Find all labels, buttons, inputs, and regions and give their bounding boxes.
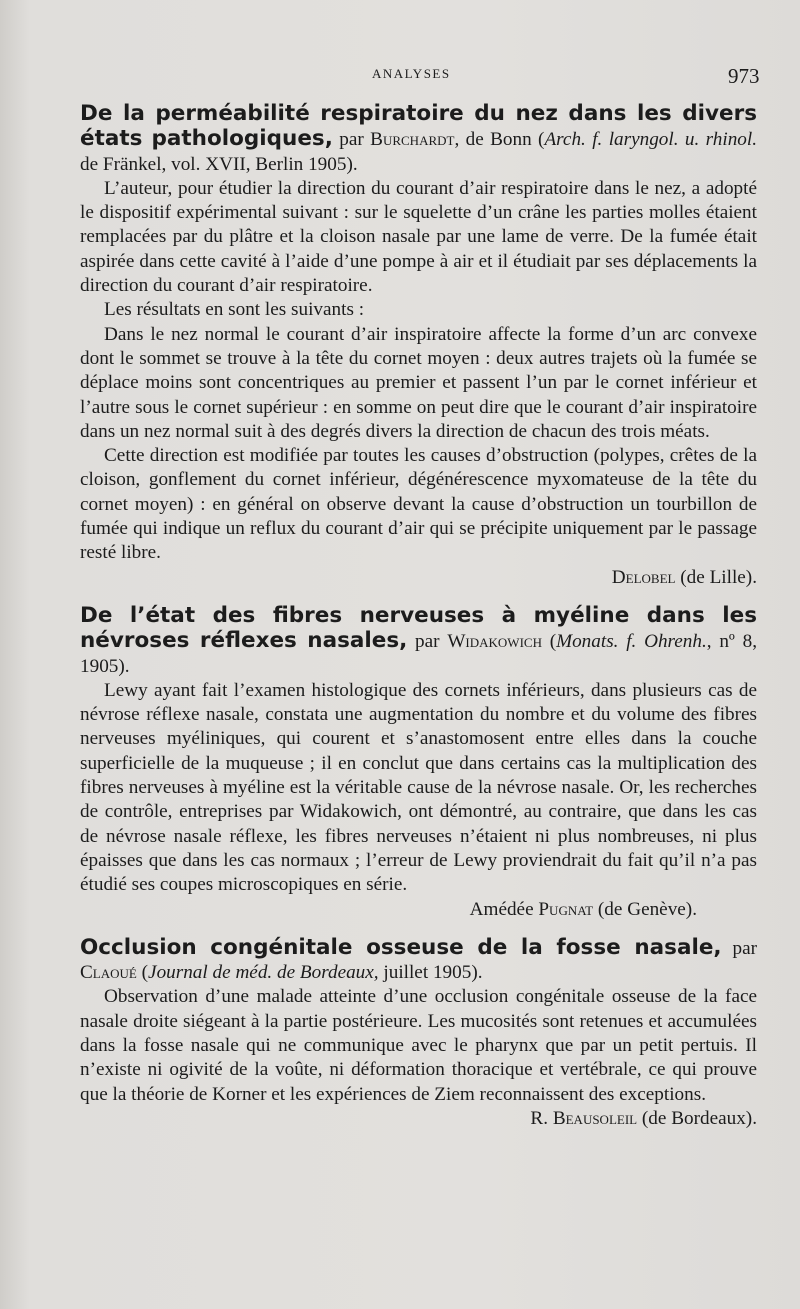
article-paragraph: Observation d’une malade atteinte d’une occlusion congénitale osseuse de la face nasale droite siégeant à la partie postérieure. Les mucosités sont retenues et accumulées dans la fosse nasale qui ne communique avec le pharynx que par un petit pertuis. Il n’existe ni ogivité de la voûte, ni déformation thoracique et vertébrale, ce qui prouve que la théorie de Korner et les expériences de Ziem reconnaissent des exceptions. [80,986,757,1105]
by-text: par [332,129,371,151]
page-content [80,102,757,1145]
article-paragraph: Cette direction est modifiée par toutes les causes d’obstruction (polypes, crêtes de la cloison, gonflement du cornet inférieur, dégénérescence myxomateuse de la tête du cornet moyen) : en général on observe devant la cause d’obstruction un tourbillon de fumée qui indique un reflux du courant d’air qui se précipite uniquement par le passage resté libre. [80,445,757,564]
page-number: 973 [728,64,760,88]
source-details: de Fränkel, vol. XVII, Berlin 1905). [80,153,358,175]
source-details: juillet 1905). [378,962,483,984]
article-paragraph: L’auteur, pour étudier la direction du courant d’air respiratoire dans le nez, a adopté le dispositif expérimental suivant : sur le squelette d’un crâne les parties molles étaient remplacées par du plâtre et la cloison nasale par une lame de verre. De la fumée était aspirée dans cette cavité à l’aide d’une pompe à air et il étudiait par ses déplacements la direction du courant d’air respiratoire. [80,177,757,297]
source-details: , nº 8, 1905). [80,631,758,677]
article-signature [80,898,757,922]
article-author: Claoué [80,962,137,984]
article-paragraph: Lewy ayant fait l’examen histologique des cornets inférieurs, dans plusieurs cas de névrose réflexe nasale, constata une augmentation du nombre et du volume des fibres nerveuses myéliniques, qui courent et s’anastomosent entre elles dans la couche superficielle de la muqueuse ; il en conclut que dans certains cas la multiplication des fibres nerveuses à myéline est la véritable cause de la névrose nasale. Or, les recherches de contrôle, entreprises par Widakowich, ont démontré, au contraire, que dans les cas de névrose nasale réflexe, les fibres nerveuses n’étaient ni plus nombreuses, ni plus épaisses que dans les cas normaux ; l’erreur de Lewy proviendrait du fait qu’il n’a pas étudié ses coupes microscopiques en série. [80,679,757,896]
article-author: Burchardt [370,129,455,151]
by-text: par [721,937,757,959]
article-3 [80,936,757,1131]
article-paragraph: Dans le nez normal le courant d’air inspiratoire affecte la forme d’un arc convexe dont le sommet se trouve à la tête du cornet moyen : deux autres trajets où la fumée se déplace moins sont concentriques au premier et passent l’un par le cornet inférieur et l’autre sous le cornet supérieur : en somme on peut dire que le courant d’air inspiratoire dans un nez normal suit à des degrés divers la direction de chacun des trois méats. [80,323,757,442]
signature-name: Delobel [611,566,676,588]
article-source: Monats. f. Ohrenh. [556,631,707,653]
running-head: ANALYSES [372,66,451,81]
signature-first: Amédée [469,898,539,920]
article-heading [80,936,757,986]
page-header [0,64,800,94]
by-text: par [407,631,448,653]
article-author: Widakowich [447,631,542,653]
article-heading [80,102,757,177]
article-signature [80,566,757,590]
article-heading [80,604,757,679]
author-place: ( [541,631,557,653]
author-place: , de Bonn ( [454,129,545,151]
article-paragraph: Les résultats en sont les suivants : [104,299,365,321]
article-source: Journal de méd. de Bordeaux, [148,962,379,984]
article-2 [80,604,757,922]
article-title: De la perméabilité respiratoire du nez dans les divers états pathologiques, [80,101,757,152]
signature-place: (de Lille). [675,566,757,588]
author-place: ( [136,962,149,984]
signature-place: (de Bordeaux). [637,1107,757,1129]
article-title: Occlusion congénitale osseuse de la fosse nasale, [80,934,722,960]
article-source: Arch. f. laryngol. u. rhinol. [544,129,758,151]
signature-first: R. [530,1107,553,1129]
article-signature [80,1107,757,1131]
signature-name: Pugnat [538,898,594,920]
signature-place: (de Genève). [593,898,697,920]
article-title: De l’état des fibres nerveuses à myéline dans les névroses réflexes nasales, [80,602,757,654]
article-1 [80,102,757,590]
signature-name: Beausoleil [552,1107,638,1129]
